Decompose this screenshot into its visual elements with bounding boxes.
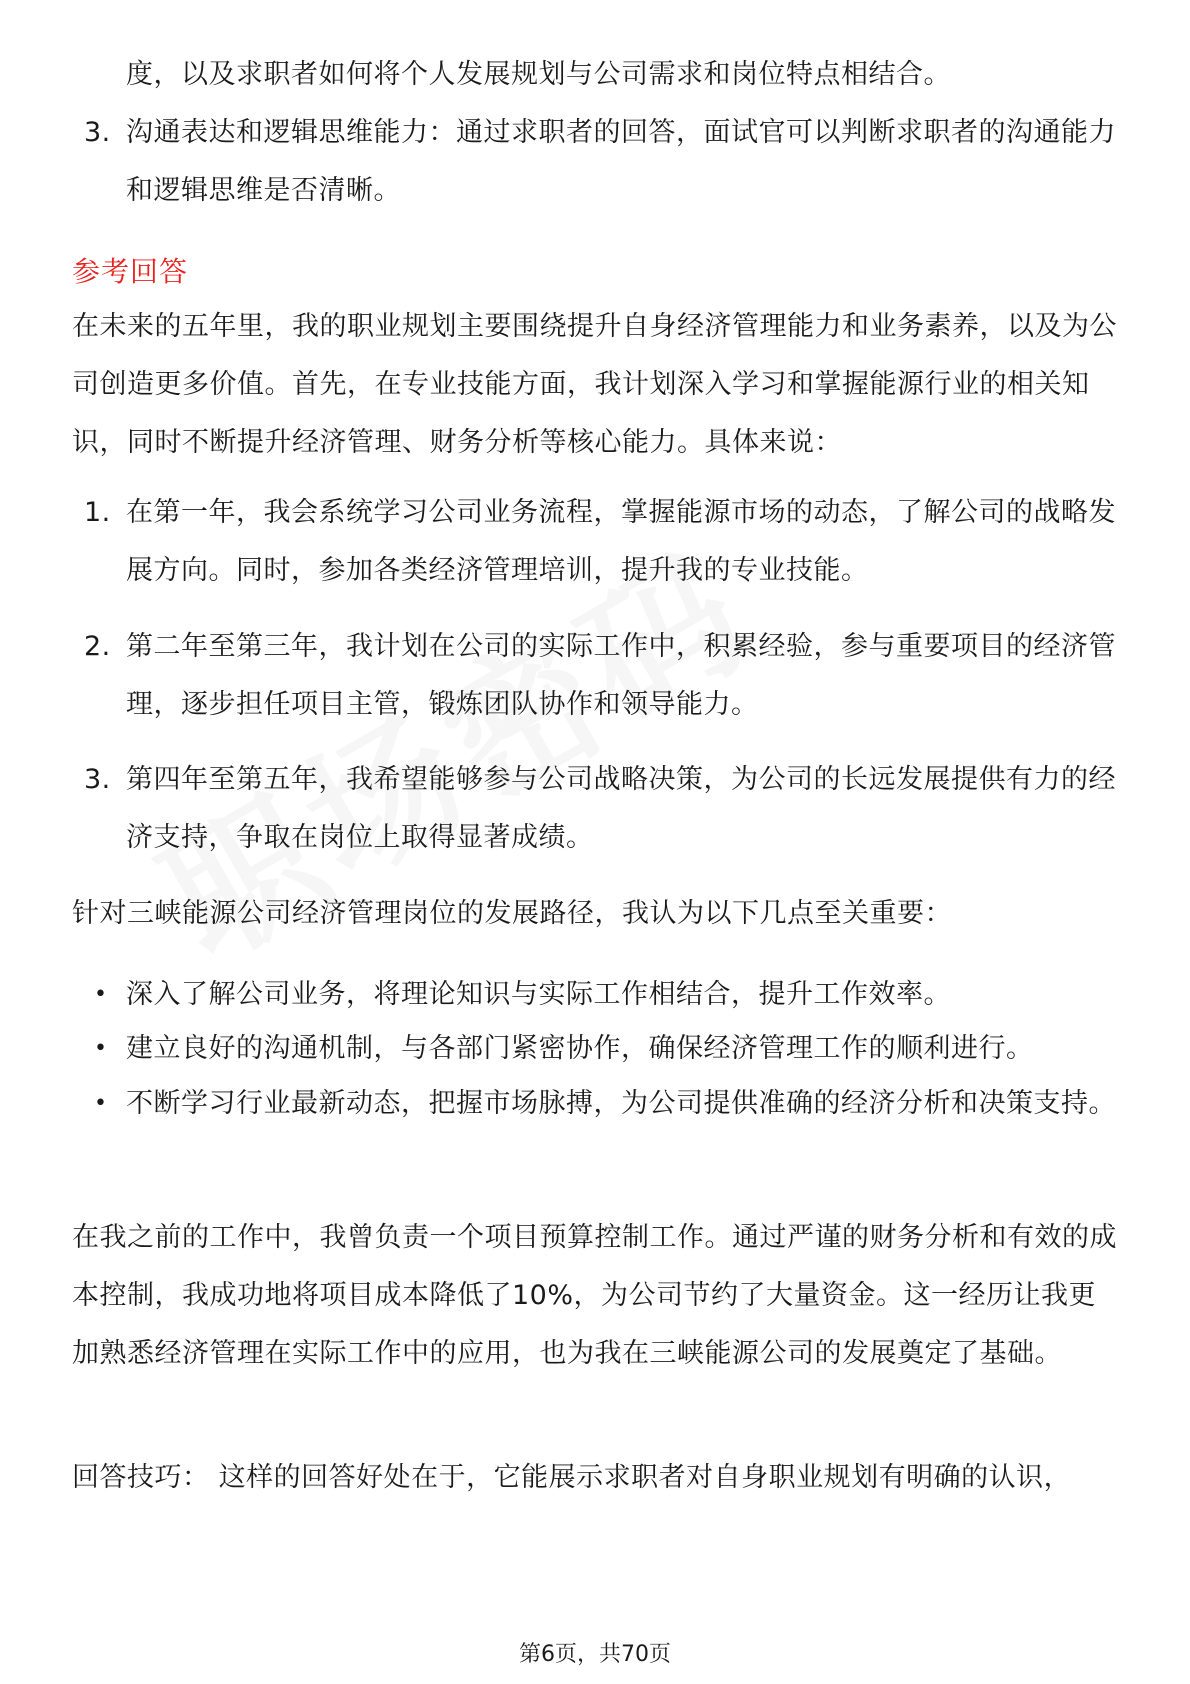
list-number: 3. — [84, 117, 111, 148]
plan-item-year-2-3 — [72, 618, 1122, 734]
bullet-text: 不断学习行业最新动态，把握市场脉搏，为公司提供准确的经济分析和决策支持。 — [126, 1088, 1116, 1119]
list-number: 1. — [84, 497, 111, 528]
experience-paragraph: 在我之前的工作中，我曾负责一个项目预算控制工作。通过严谨的财务分析和有效的成本控制，我成功地将项目成本降低了10%，为公司节约了大量资金。这一经历让我更加熟悉经济管理在实际工作中的应用，也为我在三峡能源公司的发展奠定了基础。 — [72, 1222, 1117, 1369]
list-item-text: 第二年至第三年，我计划在公司的实际工作中，积累经验，参与重要项目的经济管理，逐步担任项目主管，锻炼团队协作和领导能力。 — [126, 631, 1116, 720]
bullet-text: 深入了解公司业务，将理论知识与实际工作相结合，提升工作效率。 — [126, 979, 951, 1010]
list-item-communication — [72, 104, 1122, 220]
bullet-icon: • — [94, 1091, 108, 1116]
list-item-text: 第四年至第五年，我希望能够参与公司战略决策，为公司的长远发展提供有力的经济支持，争取在岗位上取得显著成绩。 — [126, 764, 1116, 853]
plan-item-year-4-5 — [72, 751, 1122, 867]
list-number: 2. — [84, 631, 111, 662]
list-item-text: 度，以及求职者如何将个人发展规划与公司需求和岗位特点相结合。 — [126, 59, 951, 90]
bullet-icon: • — [94, 1036, 108, 1061]
bullet-item — [72, 1020, 1122, 1078]
list-item-text: 沟通表达和逻辑思维能力：通过求职者的回答，面试官可以判断求职者的沟通能力和逻辑思维是否清晰。 — [126, 117, 1116, 206]
page-number-footer: 第6页，共70页 — [519, 1642, 671, 1667]
tips-paragraph: 回答技巧： 这样的回答好处在于，它能展示求职者对自身职业规划有明确的认识， — [72, 1462, 1072, 1493]
list-number: 3. — [84, 764, 111, 795]
plan-item-year-1 — [72, 484, 1122, 600]
list-item-continuation — [72, 46, 1122, 104]
bullet-item — [72, 966, 1122, 1024]
intro-paragraph: 在未来的五年里，我的职业规划主要围绕提升自身经济管理能力和业务素养，以及为公司创造更多价值。首先，在专业技能方面，我计划深入学习和掌握能源行业的相关知识，同时不断提升经济管理、财务分析等核心能力。具体来说： — [72, 311, 1117, 458]
bullet-icon: • — [94, 982, 108, 1007]
bullet-text: 建立良好的沟通机制，与各部门紧密协作，确保经济管理工作的顺利进行。 — [126, 1033, 1034, 1064]
list-item-text: 在第一年，我会系统学习公司业务流程，掌握能源市场的动态，了解公司的战略发展方向。同时，参加各类经济管理培训，提升我的专业技能。 — [126, 497, 1116, 586]
section-heading: 参考回答 — [72, 255, 189, 288]
path-paragraph: 针对三峡能源公司经济管理岗位的发展路径，我认为以下几点至关重要： — [72, 898, 952, 929]
bullet-item — [72, 1075, 1122, 1133]
